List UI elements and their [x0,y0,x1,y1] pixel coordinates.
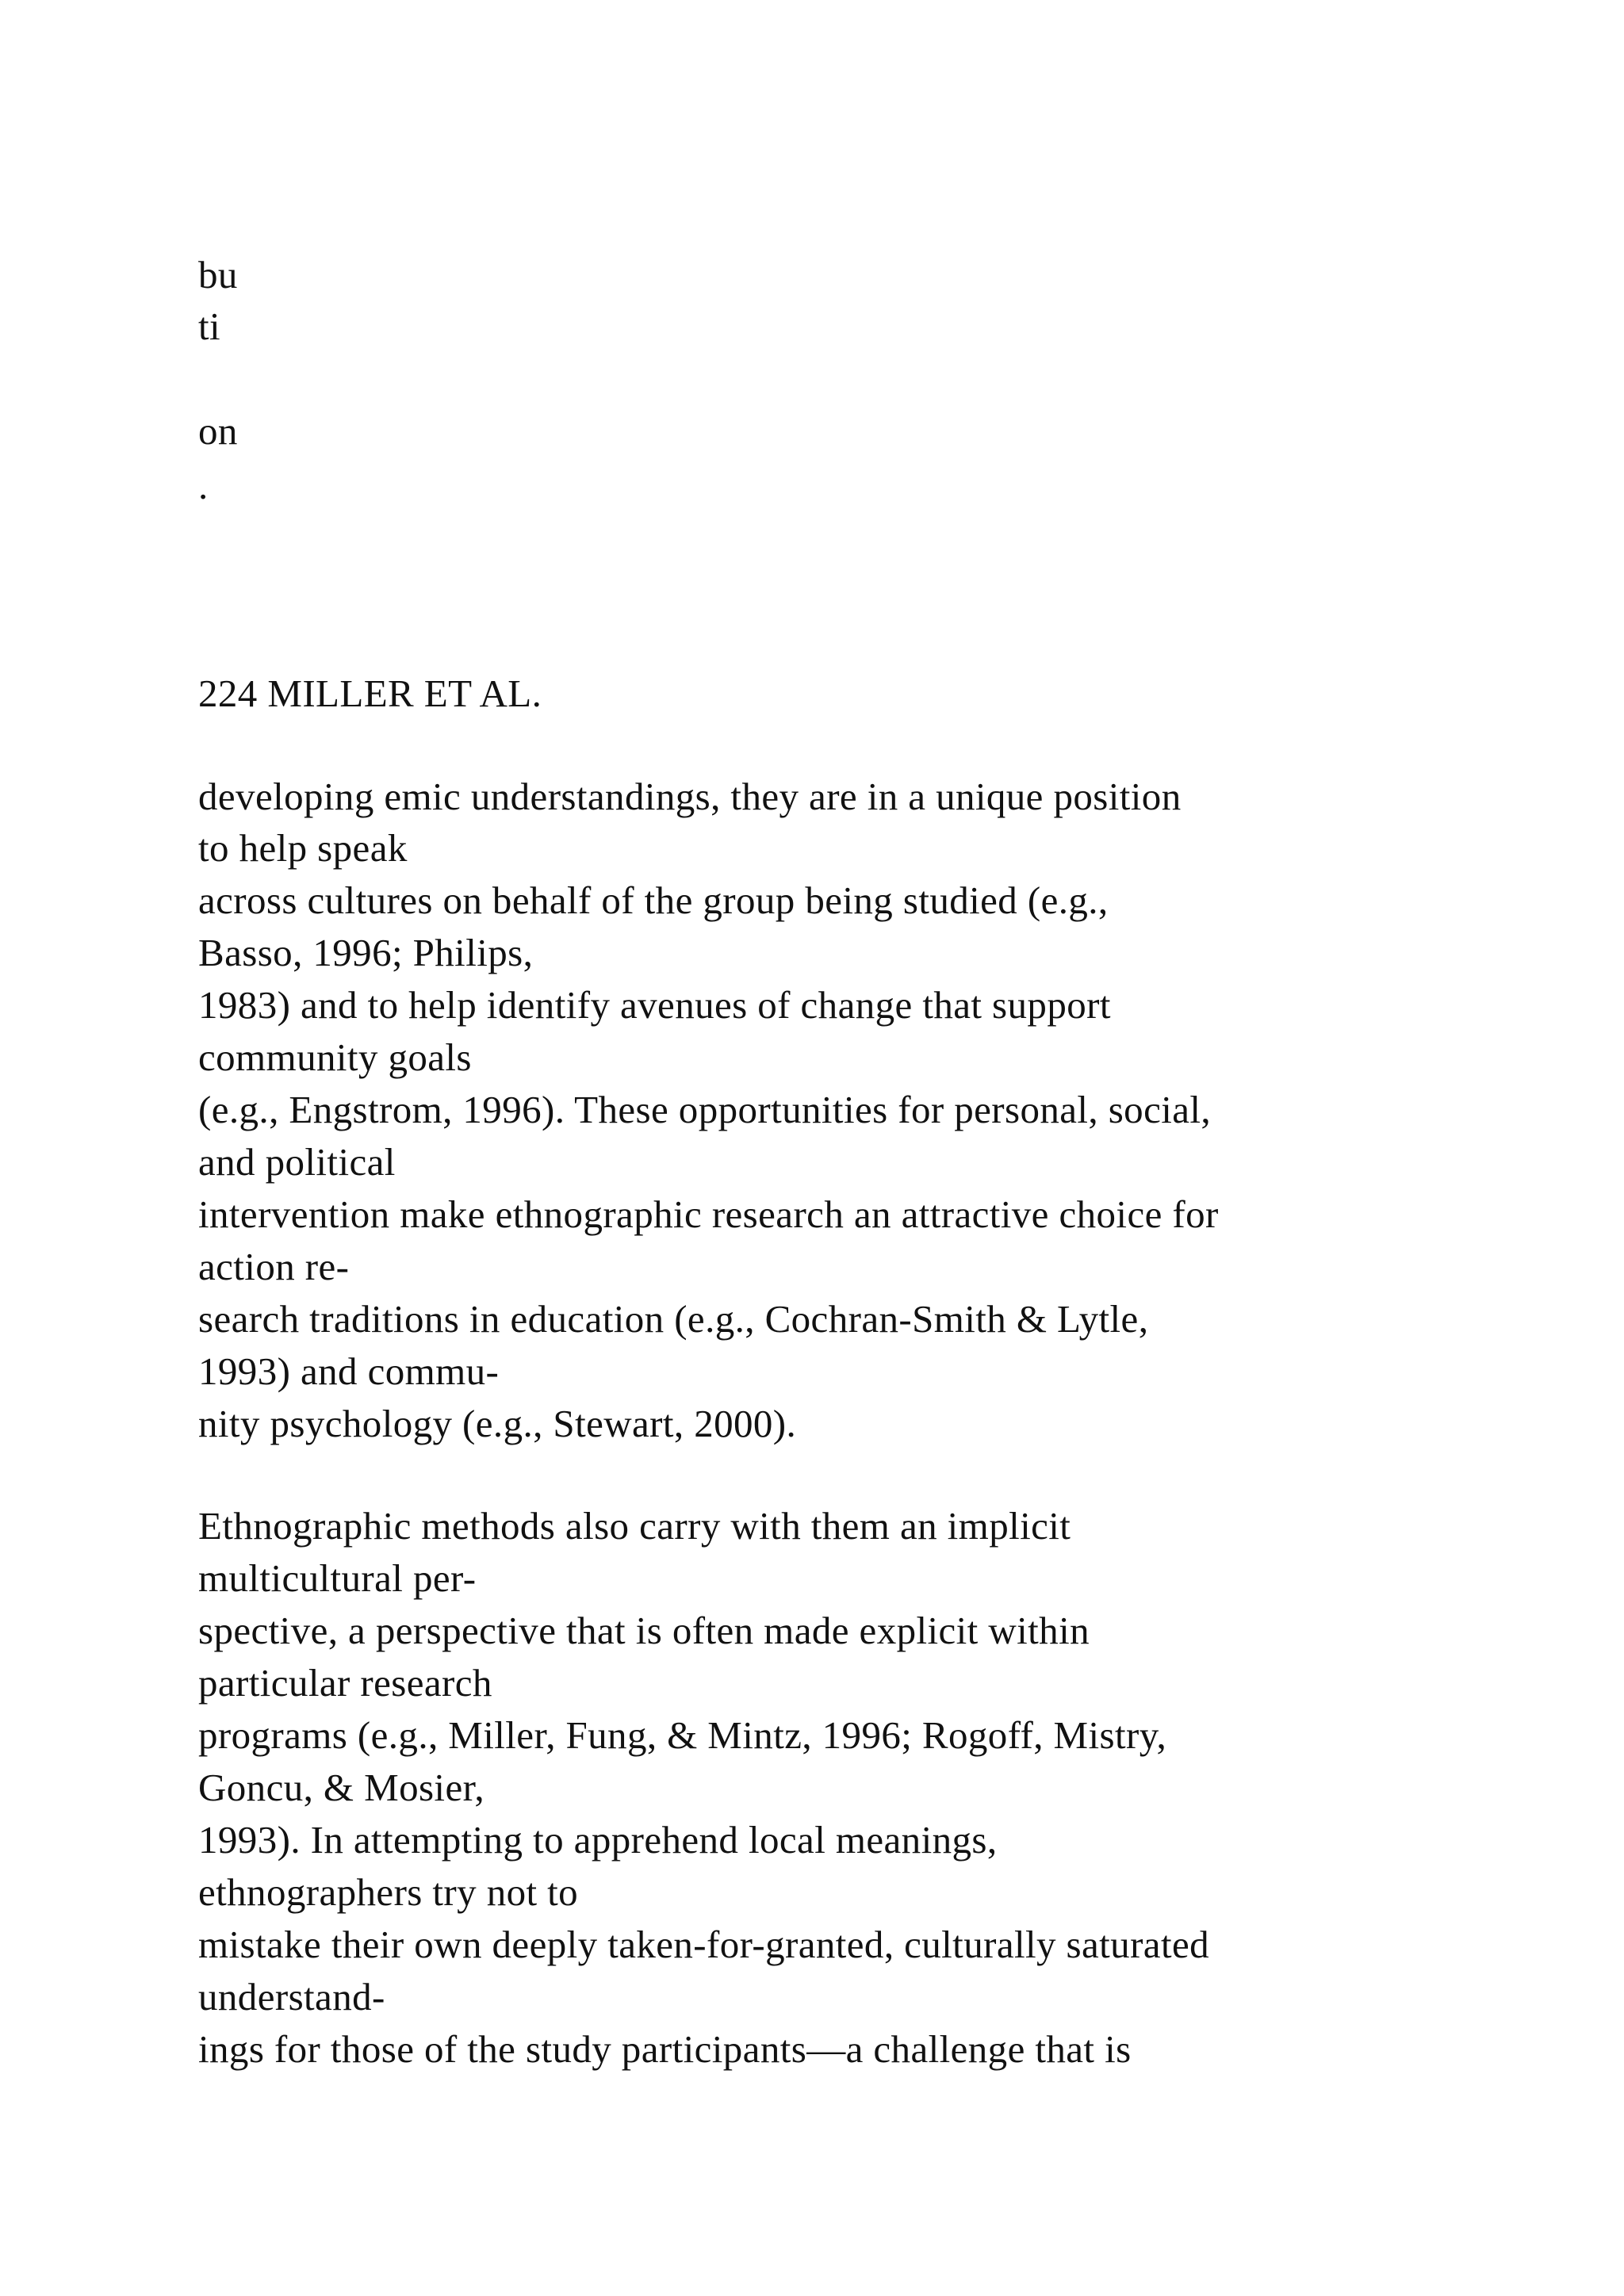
paragraph-line: across cultures on behalf of the group being studied (e.g., [198,878,1109,922]
paragraph-line: particular research [198,1661,492,1705]
paragraph-line: programs (e.g., Miller, Fung, & Mintz, 1996; Rogoff, Mistry, [198,1713,1167,1757]
running-header: 224 MILLER ET AL. [198,672,542,715]
paragraph-line: action re- [198,1245,350,1288]
paragraph-line: community goals [198,1035,472,1079]
paragraph-line: Ethnographic methods also carry with them an implicit [198,1504,1071,1548]
fragment-text: ti [198,304,221,348]
paragraph-line: Goncu, & Mosier, [198,1766,485,1809]
paragraph-line: multicultural per- [198,1556,477,1600]
paragraph-line: understand- [198,1975,385,2019]
paragraph-line: search traditions in education (e.g., Cochran-Smith & Lytle, [198,1297,1149,1341]
paragraph-line: mistake their own deeply taken-for-granted, culturally saturated [198,1923,1210,1966]
paragraph-line: and political [198,1140,396,1184]
paragraph-line: developing emic understandings, they are in a unique position [198,775,1182,818]
paragraph-line: ethnographers try not to [198,1870,579,1914]
paragraph-line: to help speak [198,826,408,870]
fragment-text: . [198,464,209,507]
paragraph-line: 1993) and commu- [198,1349,500,1393]
paragraph-line: 1983) and to help identify avenues of change that support [198,983,1111,1027]
paragraph-line: 1993). In attempting to apprehend local meanings, [198,1818,998,1862]
fragment-text: on [198,409,238,453]
fragment-text: bu [198,253,238,297]
paragraph-line: intervention make ethnographic research an attractive choice for [198,1192,1219,1236]
paragraph-line: (e.g., Engstrom, 1996). These opportunities for personal, social, [198,1088,1212,1131]
paragraph-line: Basso, 1996; Philips, [198,931,534,974]
paragraph-line: spective, a perspective that is often made explicit within [198,1609,1090,1652]
paragraph-line: ings for those of the study participants—a challenge that is [198,2027,1132,2071]
paragraph-line: nity psychology (e.g., Stewart, 2000). [198,1402,797,1445]
